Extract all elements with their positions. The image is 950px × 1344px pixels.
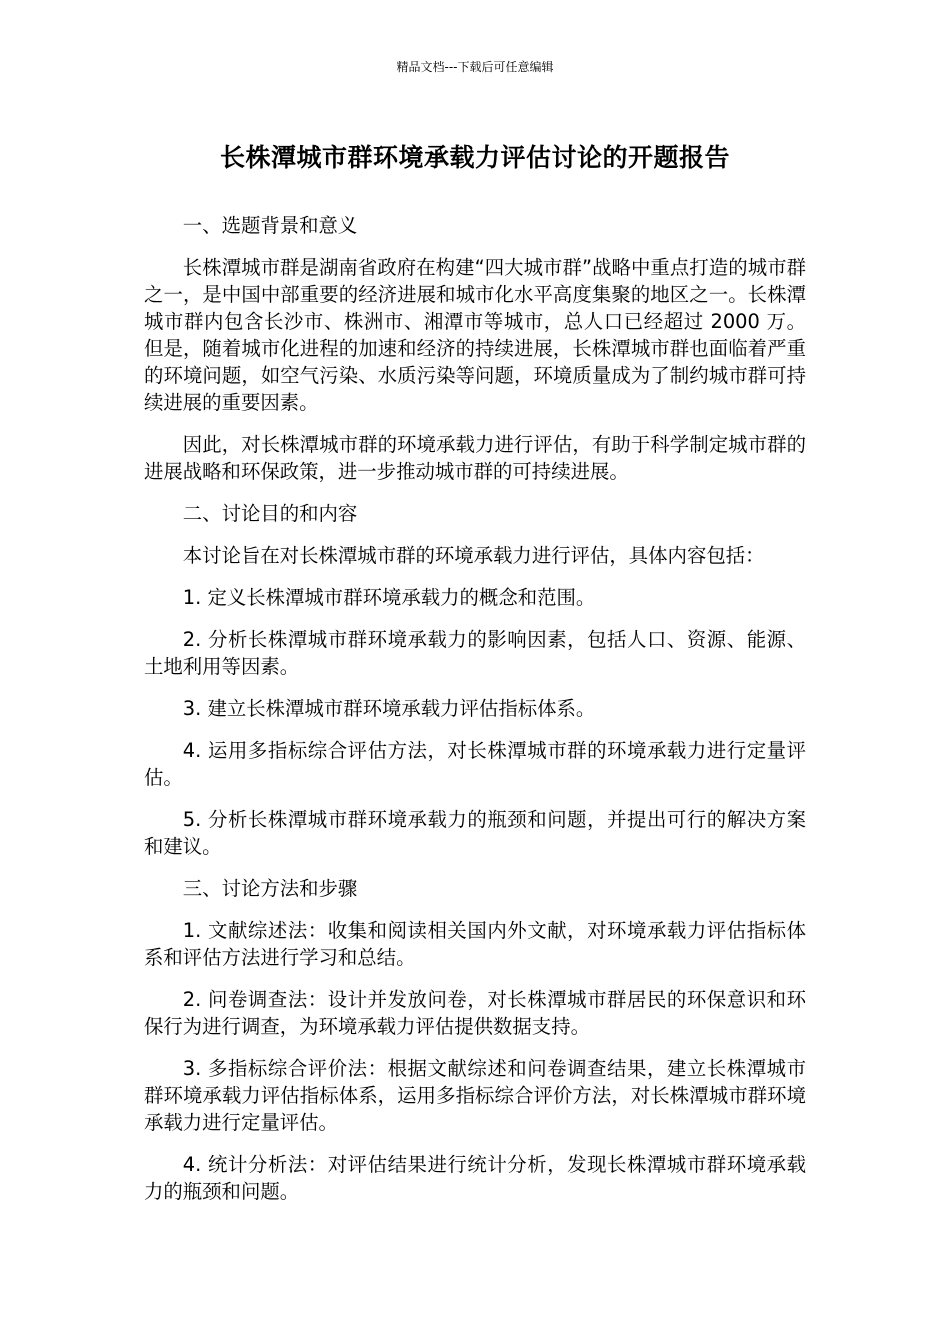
section-heading-objectives: 二、讨论目的和内容 <box>182 502 358 525</box>
section-heading-background: 一、选题背景和意义 <box>182 214 358 237</box>
paragraph-background: 长株潭城市群是湖南省政府在构建“四大城市群”战略中重点打造的城市群之一，是中国中部重要的经济进展和城市化水平高度集聚的地区之一。长株潭城市群内包含长沙市、株洲市、湘潭市等城市，总人口已经超过 2000 万。但是，随着城市化进程的加速和经济的持续进展，长株潭城市群也面临着严重的环境问题，如空气污染、水质污染等问题，环境质量成为了制约城市群可持续进展的重要因素。 <box>144 256 806 414</box>
paragraph-significance: 因此，对长株潭城市群的环境承载力进行评估，有助于科学制定城市群的进展战略和环保政策，进一步推动城市群的可持续进展。 <box>144 433 806 483</box>
list-item-content-3: 3. 建立长株潭城市群环境承载力评估指标体系。 <box>182 697 596 720</box>
document-title: 长株潭城市群环境承载力评估讨论的开题报告 <box>219 143 730 172</box>
paragraph-objectives-intro: 本讨论旨在对长株潭城市群的环境承载力进行评估，具体内容包括： <box>182 544 765 567</box>
list-item-method-4: 4. 统计分析法：对评估结果进行统计分析，发现长株潭城市群环境承载力的瓶颈和问题。 <box>144 1153 806 1203</box>
list-item-content-5: 5. 分析长株潭城市群环境承载力的瓶颈和问题，并提出可行的解决方案和建议。 <box>144 808 806 858</box>
list-item-method-1: 1. 文献综述法：收集和阅读相关国内外文献，对环境承载力评估指标体系和评估方法进行学习和总结。 <box>144 919 806 969</box>
header-note: 精品文档---下载后可任意编辑 <box>396 60 554 74</box>
section-heading-methods: 三、讨论方法和步骤 <box>182 877 358 900</box>
list-item-content-1: 1. 定义长株潭城市群环境承载力的概念和范围。 <box>182 586 596 609</box>
list-item-content-4: 4. 运用多指标综合评估方法，对长株潭城市群的环境承载力进行定量评估。 <box>144 739 806 789</box>
document-body <box>144 212 806 1220</box>
list-item-method-2: 2. 问卷调查法：设计并发放问卷，对长株潭城市群居民的环保意识和环保行为进行调查，为环境承载力评估提供数据支持。 <box>144 988 806 1038</box>
list-item-method-3: 3. 多指标综合评价法：根据文献综述和问卷调查结果，建立长株潭城市群环境承载力评估指标体系，运用多指标综合评价方法，对长株潭城市群环境承载力进行定量评估。 <box>144 1057 806 1134</box>
list-item-content-2: 2. 分析长株潭城市群环境承载力的影响因素，包括人口、资源、能源、土地利用等因素。 <box>144 628 806 678</box>
